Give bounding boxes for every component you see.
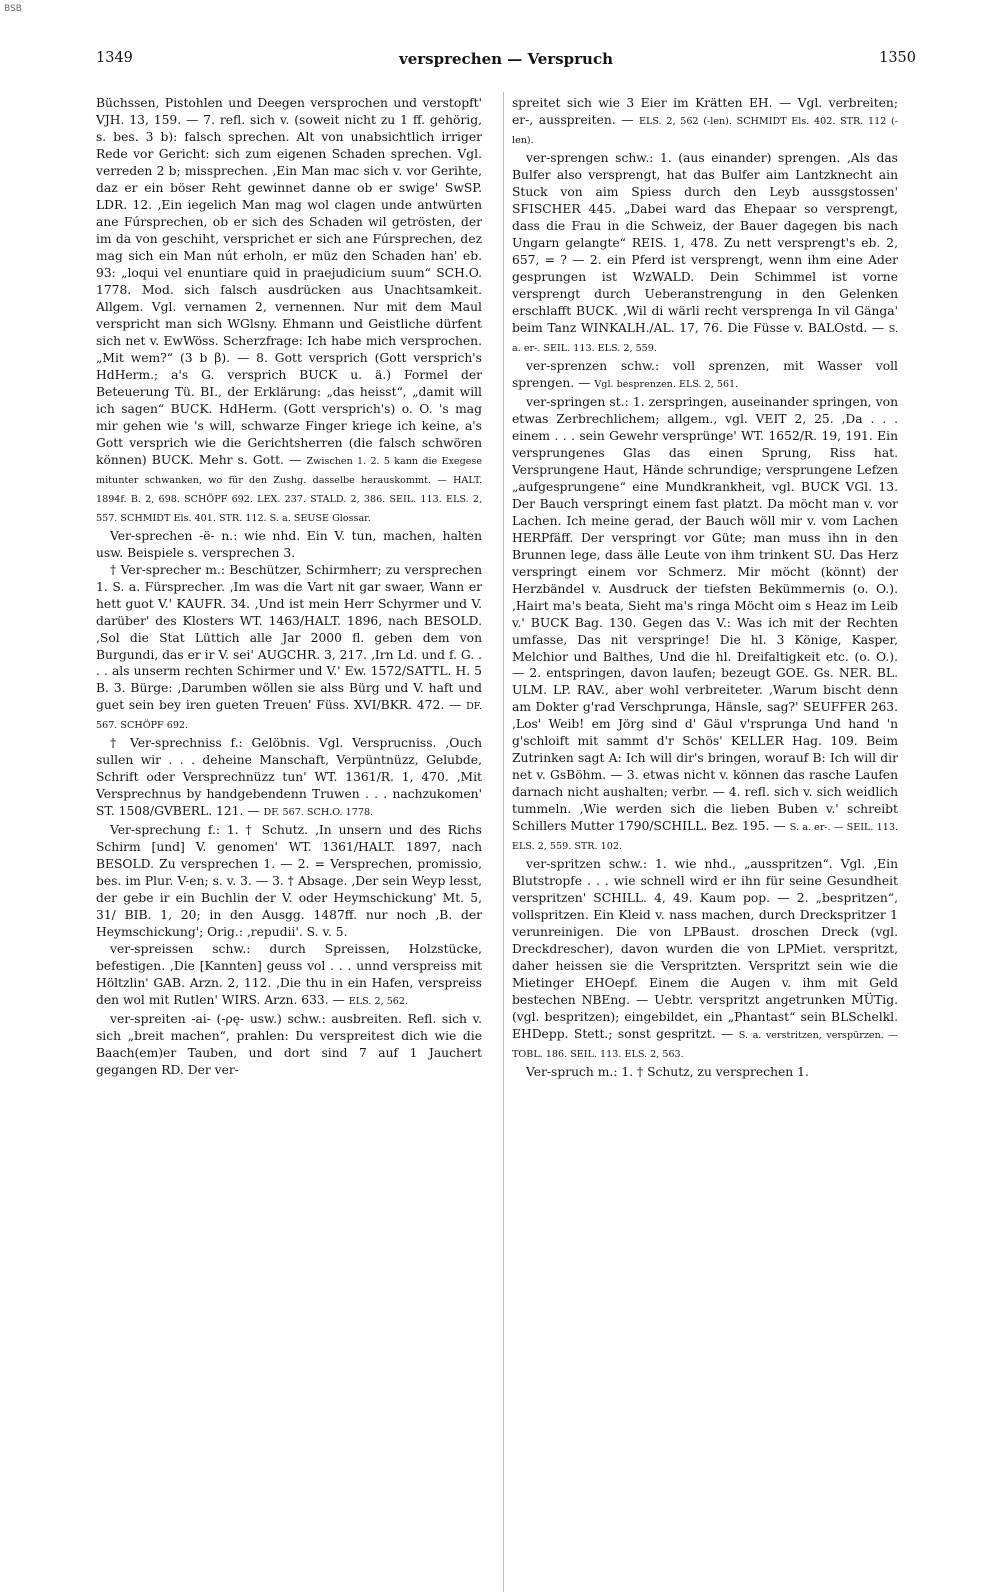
entry-references: S. a. er-. — SEIL. 113. ELS. 2, 559. STR. 102. [512,822,899,853]
entry-references: Vgl. besprenzen. ELS. 2, 561. [594,378,739,390]
library-stamp: BSB [4,4,22,14]
entry-references: DF. 567. SCH.O. 1778. [263,807,374,819]
entry-versprengen [512,150,898,358]
page-number-right: 1350 [879,50,916,66]
running-title: versprechen — Verspruch [399,50,613,68]
column-divider [503,92,504,1592]
entry-verspreiten: ver-spreiten -ai- (-ρę- usw.) schw.: ausbreiten. Refl. sich v. sich „breit machen“, prahlen: Du verspreitest dich wie die Baach(em)er Tauben, und dort sind 7 auf 1 Jauchert gegangen RD. Der ver- [96,1012,482,1078]
entry-versprecher [96,562,482,736]
entry-text: † Ver-sprecher m.: Beschützer, Schirmherr; zu versprechen 1. S. a. Fürsprecher. ‚Im was die Vart nit gar swaer, Wann er hett guot V.' KAUFR. 34. ‚Und ist mein Herr Schyrmer und V. darüber' des Klosters WT. 1463/HALT. 1896, nach BESOLD. ‚Sol die Stat Lüttich alle Jar 2000 fl. geben dem von Burgundi, das er ir V. sei' AUGCHR. 3, 217. ‚Irn Ld. und f. G. . . . als unserm rechten Schirmer und V.' Ew. 1572/SATTL. H. 5 B. 3. Bürge: ‚Darumben wöllen sie alss Bürg und V. haft und guet sein bey iren gueten Treuen' Füss. XVI/BKR. 472. — [96,562,482,713]
entry-versprenzen [512,358,898,394]
entry-references: ELS. 2, 562. [348,996,409,1008]
page-header [96,50,916,70]
entry-verspritzen [512,856,898,1064]
entry-references: ELS. 2, 562 (-len). SCHMIDT Els. 402. STR. 112 (-len). [512,115,898,146]
entry-versprechen-noun: Ver-sprechen -ë- n.: wie nhd. Ein V. tun, machen, halten usw. Beispiele s. versprechen 3. [96,528,482,560]
entry-text: ver-spreissen schw.: durch Spreissen, Holzstücke, befestigen. ‚Die [Kannten] geuss vol . . . unnd verspreiss mit Höltzlin' GAB. Arzn. 2, 112. ‚Die thu in ein Hafen, verspreiss den wol mit Rutlen' WIRS. Arzn. 633. — [96,942,482,1008]
entry-verspreissen [96,941,482,1011]
left-column [96,95,482,1079]
entry-versprechen-cont [96,95,482,528]
entry-versprechung: Ver-sprechung f.: 1. † Schutz. ‚In unsern und des Richs Schirm [und] V. genomen' WT. 1361/HALT. 1897, nach BESOLD. Zu versprechen 1. — 2. = Versprechen, promissio, bes. im Plur. V-en; s. v. 3. — 3. † Absage. ‚Der sein Weyp lesst, der gebe ir ein Buchlin der V. oder Heymschickung' Mt. 5, 31/ BIB. 1, 20; in den Ausgg. 1487ff. nur noch ‚B. der Heymschickung'; Orig.: ‚repudii'. S. v. 5. [96,823,482,940]
page-number-left: 1349 [96,50,133,66]
entry-references: S. a. er-. SEIL. 113. ELS. 2, 559. [512,323,898,354]
entry-text: Büchssen, Pistohlen und Deegen versprochen und verstopft' VJH. 13, 159. — 7. refl. sich v. (soweit nicht zu 1 ff. gehörig, s. bes. 3 b): falsch sprechen. Alt von unabsichtlich irriger Rede vor Gericht: sich zum eigenen Schaden sprechen. Vgl. verreden 2 b; missprechen. ‚Ein Man mac sich v. vor Gerihte, daz er ein böser Reht gewinnet danne ob er swige' SwSP. LDR. 12. ‚Ein iegelich Man mag wol clagen unde antwürten ane Fúrsprechen, ob er sich des Schaden wil getrösten, der im da von geschiht, versprichet er sich ane Fúrsprechen, dez mag sich ein Man nút erholn, er müz den Schaden han' eb. 93: „loqui vel enuntiare quid in praejudicium suum“ SCH.O. 1778. Mod. sich falsch ausdrücken aus Unachtsamkeit. Allgem. Vgl. vernamen 2, vernennen. Nur mit dem Maul verspricht man sich WGlsny. Ehmann und Geistliche dürfent sich net v. EwWöss. Scherzfrage: Ich habe mich versprochen. „Mit wem?“ (3 b β). — 8. Gott versprich (Gott versprich's HdHerm.; a's G. versprich BUCK u. ä.) Formel der Beteuerung Tü. BI., der Erklärung: „das heisst“, „damit will ich sagen“ BUCK. HdHerm. (Gott versprich's) o. O. 's mag mir gehen wie 's will, schwarze Finger kriege ich keine, a's Gott versprich wie die Gerichtsherren (die falsch schwören können) BUCK. Mehr s. Gott. — [96,96,482,467]
entry-verspringen [512,394,898,857]
entry-references: Zwischen 1. 2. 5 kann die Exegese mitunter schwanken, wo für den Zushg. dasselbe herauskommt. — HALT. 1894f. B. 2, 698. SCHÖPF 692. LEX. 237. STALD. 2, 386. SEIL. 113. ELS. 2, 557. SCHMIDT Els. 401. STR. 112. S. a. SEUSE Glossar. [96,455,483,524]
entry-versprechniss [96,735,482,822]
entry-text: ver-sprengen schw.: 1. (aus einander) sprengen. ‚Als das Bulfer also versprengt, hat das Bulfer aim Lantzknecht ain Stuck von aim Spiess durch den Leyb aussgstossen' SFISCHER 445. „Dabei ward das Ehepaar so versprengt, dass die Frau in die Schweiz, der Bauer dagegen bis nach Ungarn gelangte“ REIS. 1, 478. Zu nett versprengt's eb. 2, 657, = ? — 2. ein Pferd ist versprengt, wenn ihm eine Ader gesprungen ist WzWALD. Dein Schimmel ist vorne versprengt durch Ueberanstrengung in den Gelenken erschlafft BUCK. ‚Wil di wärli recht versprenga In vil Gänga' beim Tanz WINKALH./AL. 17, 76. Die Füsse v. BALOstd. — [512,150,898,335]
entry-text: ver-springen st.: 1. zerspringen, auseinander springen, von etwas Zerbrechlichem; allgem., vgl. VEIT 2, 25. ‚Da . . . einem . . . sein Gewehr versprünge' WT. 1652/R. 19, 191. Ein versprungenes Glas das einen Sprung, Riss hat. Versprungene Haut, Hände schrundige; versprungene Lefzen „aufgesprungene“ eine Mundkrankheit, vgl. BUCK VGl. 13. Der Bauch verspringt einem fast platzt. Da möcht man v. vor Lachen. Ich meine gerad, der Bauch wöll mir v. vom Lachen HERPfäff. Der verspringt vor Güte; man muss ihn in den Brunnen lege, dass älle Leute von ihm trinkent SU. Das Herz verspringt einem vor Schmerz. Mir möcht (könnt) der Herzbändel v. Ausdruck der tiefsten Bekümmernis (o. O.). ‚Hairt ma's beata, Sieht ma's ringa Möcht oim s Heaz im Leib v.' BUCK Bag. 130. Gegen das V.: Was ich mit der Rechten umfasse, Das nit verspringe! Die hl. 3 Könige, Kasper, Melchior und Balthes, Und die hl. Dreifaltigkeit etc. (o. O.). — 2. entspringen, davon laufen; bezeugt GOE. Gs. NER. BL. ULM. LP. RAV., aber wohl verbreiteter. ‚Warum bischt denn am Dokter g'rad Verschprunga, Hänsle, sag?' SEUFFER 263. ‚Los' Weib! em Jörg sind d' Gäul v'rsprunga Und hand 'n g'schloift mit sammt d'r Schös' KELLER Hag. 109. Beim Zutrinken sagt A: Ich will dir's bringen, worauf B: Ich will dir net v. GsBöhm. — 3. etwas nicht v. können das rasche Laufen darnach nicht aushalten; verbr. — 4. refl. sich v. sich weidlich tummeln. ‚Wie werden sich die lieben Buben v.' schreibt Schillers Mutter 1790/SCHILL. Bez. 195. — [512,394,898,834]
right-column [512,95,898,1081]
entry-text: † Ver-sprechniss f.: Gelöbnis. Vgl. Versprucniss. ‚Ouch sullen wir . . . deheine Manschaft, Verpüntnüzz, Gelubde, Schrift oder Versprechnüzz tun' WT. 1361/R. 1, 470. ‚Mit Versprechnus by handgebendenn Truwen . . . nachzukomen' ST. 1508/GVBERL. 121. — [96,736,482,819]
entry-text: spreitet sich wie 3 Eier im Krätten EH. — Vgl. verbreiten; er-, ausspreiten. — [512,96,898,127]
entry-references: S. a. verstritzen, verspürzen. — TOBL. 186. SEIL. 113. ELS. 2, 563. [512,1030,898,1061]
entry-references: DF. 567. SCHÖPF 692. [96,701,482,732]
entry-verspreiten-cont [512,95,898,150]
entry-text: ver-sprenzen schw.: voll sprenzen, mit Wasser voll sprengen. — [512,358,898,390]
entry-verspruch: Ver-spruch m.: 1. † Schutz, zu versprechen 1. [526,1065,809,1080]
entry-text: ver-spritzen schw.: 1. wie nhd., „ausspritzen“. Vgl. ‚Ein Blutstropfe . . . wie schnell wird er ihn für seine Gesundheit verspritzen' SCHILL. 4, 49. Kaum pop. — 2. „bespritzen“, vollspritzen. Ein Kleid v. nass machen, durch Dreckspritzer 1 verunreinigen. Die von LPBaust. droschen Dreck (vgl. Dreckdrescher), davon wurden die von LPMiet. verspritzt, daher heissen sie die Verspritzten. Verspritzt sein wie die Mietinger EHOepf. Einem die Augen v. ihm mit Geld bestechen NBEng. — Uebtr. verspritzt angetrunken MÜTig. (vgl. bespritzen); eingebildet, ein „Phantast“ sein BLSchelkl. EHDepp. Stett.; sonst gespritzt. — [512,857,898,1042]
